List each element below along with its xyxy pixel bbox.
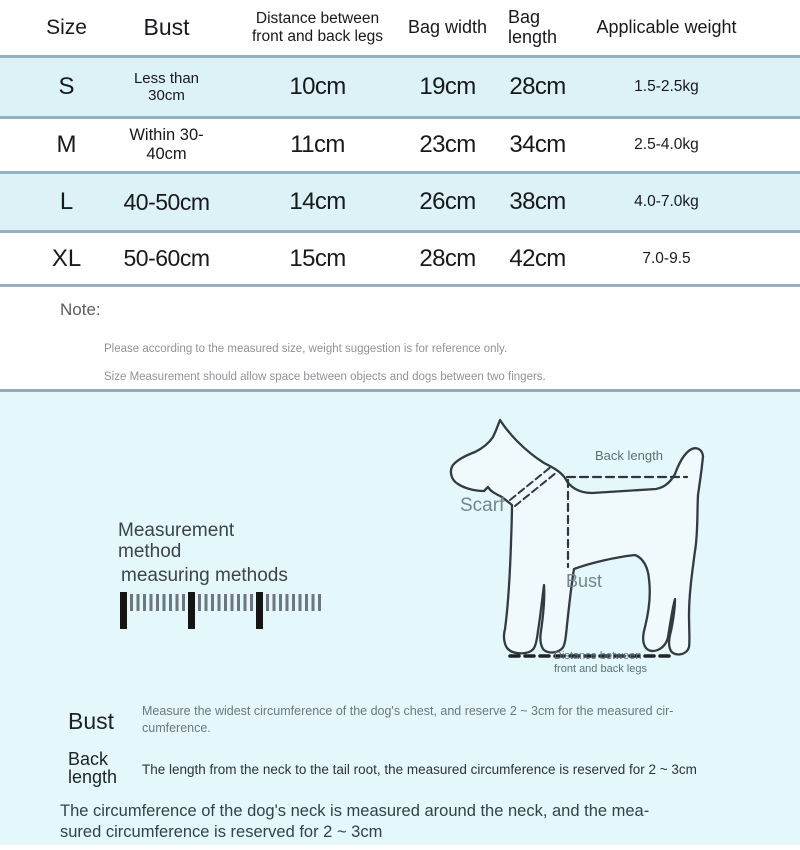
label-distance-line1: Distance between xyxy=(554,650,642,662)
ruler-minor-ticks xyxy=(198,594,256,611)
ruler-minor-ticks xyxy=(130,594,188,611)
table-row-m xyxy=(0,119,800,174)
label-bust: Bust xyxy=(566,571,603,591)
cell-bag-length: 28cm xyxy=(509,73,566,100)
dog-measurement-diagram xyxy=(440,405,760,680)
cell-size: XL xyxy=(51,244,82,272)
ruler-segment xyxy=(120,592,188,629)
header-distance: Distance between front and back legs xyxy=(252,10,383,45)
neck-measurement-note xyxy=(60,801,649,843)
ruler-major-tick xyxy=(120,592,127,629)
header-bag-length: Bag length xyxy=(508,7,558,47)
definition-back-length-term: Back length xyxy=(68,749,118,787)
cell-distance: 11cm xyxy=(290,131,345,158)
note-lines xyxy=(104,335,546,391)
cell-bust: 40-50cm xyxy=(123,188,210,215)
note-title: Note: xyxy=(60,300,101,319)
ruler-major-tick xyxy=(256,592,263,629)
cell-distance: 15cm xyxy=(289,244,346,272)
ruler-minor-ticks xyxy=(266,594,324,611)
cell-bust: Within 30-40cm xyxy=(129,126,204,163)
cell-weight: 1.5-2.5kg xyxy=(634,78,699,95)
cell-bag-length: 34cm xyxy=(509,131,566,158)
cell-weight: 2.5-4.0kg xyxy=(634,136,699,153)
cell-distance: 14cm xyxy=(289,188,346,215)
note-section xyxy=(0,287,800,392)
ruler-segment xyxy=(256,592,324,629)
cell-bag-length: 38cm xyxy=(509,188,566,215)
neck-note-line: sured circumference is reserved for 2 ~ 3cm xyxy=(60,823,383,842)
note-line: Please according to the measured size, weight suggestion is for reference only. xyxy=(104,343,508,355)
cell-size: S xyxy=(58,73,75,100)
header-bag-width: Bag width xyxy=(407,17,488,37)
cell-size: L xyxy=(59,188,74,215)
header-applicable-weight: Applicable weight xyxy=(596,17,737,37)
cell-bag-width: 19cm xyxy=(419,73,476,100)
bottom-white-strip xyxy=(0,845,800,850)
label-distance-line2: front and back legs xyxy=(554,662,647,675)
cell-weight: 7.0-9.5 xyxy=(642,249,691,267)
label-distance-between-legs xyxy=(554,650,647,675)
size-chart-table xyxy=(0,0,800,287)
measurement-diagram-section xyxy=(0,392,800,845)
definition-bust-line: Measure the widest circumference of the dog's chest, and reserve 2 ~ 3cm for the measured cir- xyxy=(142,704,674,718)
definition-bust-line: cumference. xyxy=(142,720,211,735)
header-size: Size xyxy=(46,15,87,39)
cell-bust: Less than 30cm xyxy=(133,70,200,104)
neck-note-line: The circumference of the dog's neck is measured around the neck, and the mea- xyxy=(60,802,650,820)
note-line: Size Measurement should allow space between objects and dogs between two fingers. xyxy=(104,371,546,383)
cell-weight: 4.0-7.0kg xyxy=(634,193,699,210)
table-row-l xyxy=(0,174,800,233)
definition-back-length-text: The length from the neck to the tail root, the measured circumference is reserved for 2 ~ 3cm xyxy=(142,762,697,777)
definition-bust-term: Bust xyxy=(68,708,115,734)
label-back-length: Back length xyxy=(595,448,663,463)
definition-bust-text xyxy=(142,703,673,737)
table-row-xl xyxy=(0,233,800,287)
cell-bag-width: 28cm xyxy=(419,244,476,272)
header-bust: Bust xyxy=(143,14,190,40)
table-row-s xyxy=(0,58,800,119)
ruler-major-tick xyxy=(188,592,195,629)
label-scarf: Scarf xyxy=(460,495,505,516)
cell-bust: 50-60cm xyxy=(123,245,210,271)
ruler-graphic xyxy=(120,592,324,629)
cell-bag-length: 42cm xyxy=(509,244,566,272)
cell-distance: 10cm xyxy=(289,73,346,100)
ruler-segment xyxy=(188,592,256,629)
cell-bag-width: 26cm xyxy=(419,188,476,215)
cell-bag-width: 23cm xyxy=(419,131,476,158)
dog-outline-illustration xyxy=(440,405,760,680)
measurement-method-block xyxy=(118,520,328,587)
measurement-method-title: Measurement method xyxy=(118,520,235,562)
cell-size: M xyxy=(56,131,77,158)
measurement-method-subtitle: measuring methods xyxy=(121,565,288,586)
table-header-row xyxy=(0,0,800,58)
